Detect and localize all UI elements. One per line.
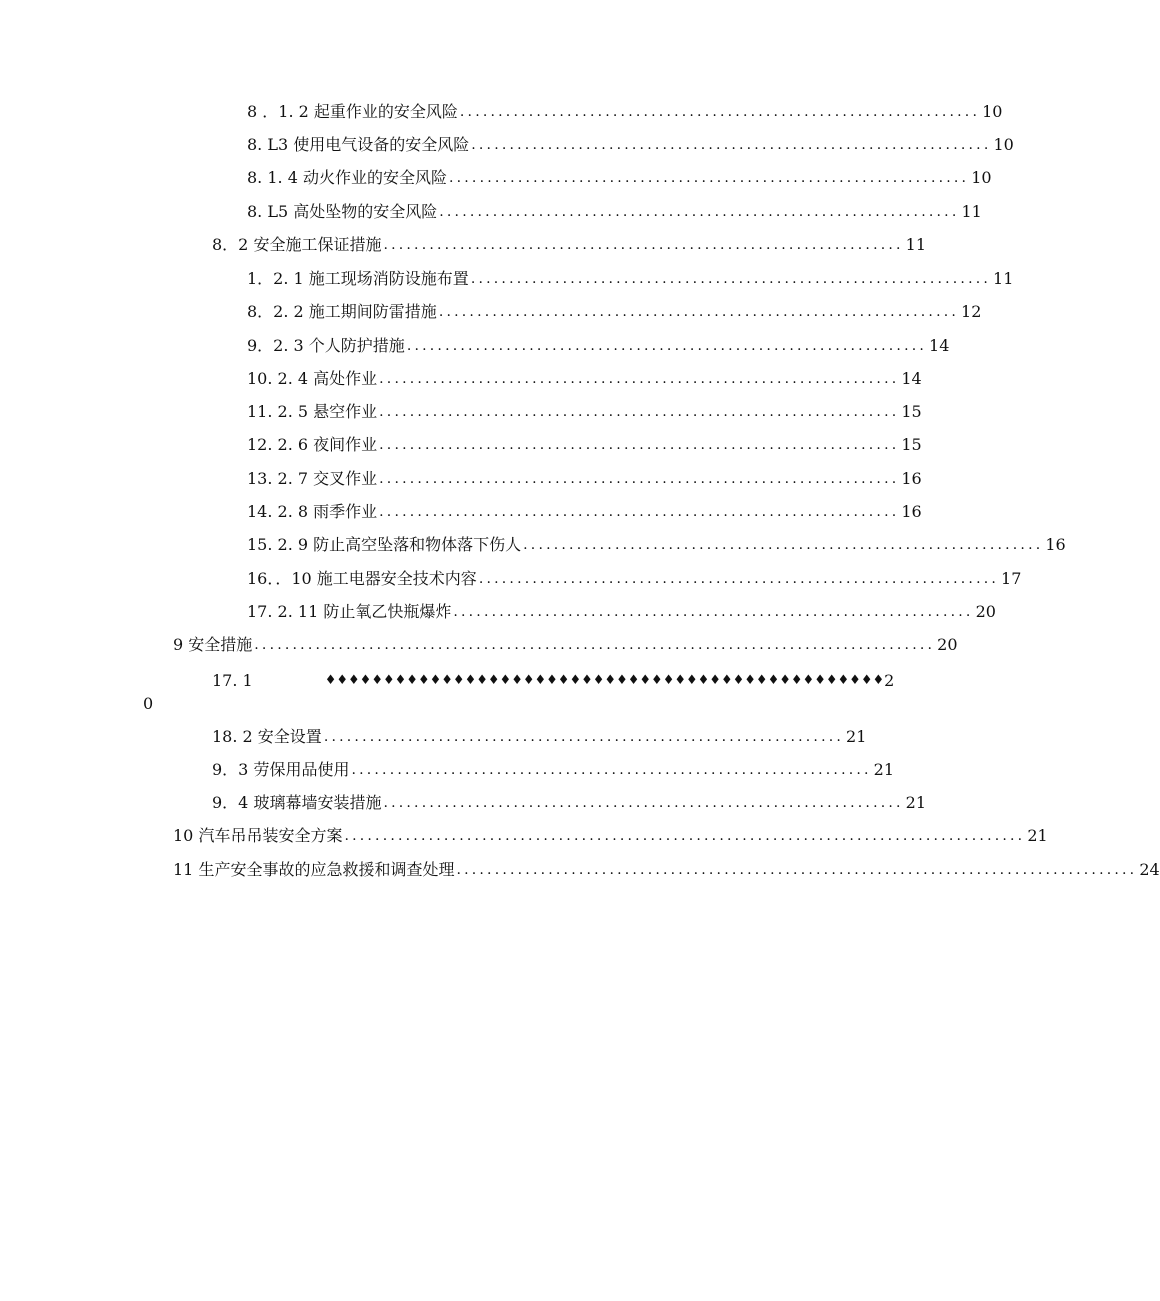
toc-entry-label: 8. L3 使用电气设备的安全风险 bbox=[247, 135, 470, 154]
toc-dot-leader: .................................................................... bbox=[438, 304, 960, 320]
toc-page-number: 15 bbox=[901, 402, 922, 421]
toc-dot-leader: ......................................................................................... bbox=[254, 637, 936, 653]
toc-entry[interactable] bbox=[247, 96, 1003, 122]
toc-page-number: 11 bbox=[993, 269, 1014, 288]
toc-entry-label: 9．4 玻璃幕墙安装措施 bbox=[212, 793, 382, 812]
toc-entry[interactable] bbox=[173, 629, 958, 655]
toc-diamond-leader: ♦♦♦♦♦♦♦♦♦♦♦♦♦♦♦♦♦♦♦♦♦♦♦♦♦♦♦♦♦♦♦♦♦♦♦♦♦♦♦♦♦♦♦♦♦♦♦♦ bbox=[324, 673, 885, 688]
toc-dot-leader: .................................................................... bbox=[383, 795, 904, 811]
toc-dot-leader: .................................................................... bbox=[351, 762, 872, 778]
toc-dot-leader: .................................................................... bbox=[470, 271, 992, 287]
toc-entry-label: 1．2. 1 施工现场消防设施布置 bbox=[247, 269, 469, 288]
toc-entry-label: 15. 2. 9 防止高空坠落和物体落下伤人 bbox=[247, 535, 522, 554]
toc-dot-leader: .................................................................... bbox=[379, 471, 900, 487]
toc-page-number: 21 bbox=[905, 793, 927, 812]
toc-entry[interactable] bbox=[247, 596, 996, 622]
toc-entry-label: 11 生产安全事故的应急救援和调查处理 bbox=[173, 860, 455, 879]
toc-entry-label: 16．．10 施工电器安全技术内容 bbox=[247, 569, 477, 588]
toc-dot-leader: .................................................................... bbox=[379, 437, 900, 453]
toc-page-number: 16 bbox=[1045, 535, 1066, 554]
toc-entry[interactable] bbox=[173, 820, 1048, 846]
toc-entry-label: 8. L5 高处坠物的安全风险 bbox=[247, 202, 438, 221]
toc-entry-label: 10 汽车吊吊装安全方案 bbox=[173, 826, 343, 845]
toc-entry-label: 9．2. 3 个人防护措施 bbox=[247, 336, 405, 355]
toc-page-number: 12 bbox=[961, 302, 982, 321]
toc-dot-leader: .................................................................... bbox=[383, 237, 904, 253]
toc-page-number: 20 bbox=[937, 635, 958, 654]
toc-entry-label: 8. 1. 4 动火作业的安全风险 bbox=[247, 168, 447, 187]
toc-entry-label: 17. 2. 11 防止氧乙快瓶爆炸 bbox=[247, 602, 452, 621]
toc-dot-leader: .................................................................... bbox=[406, 338, 928, 354]
toc-entry[interactable] bbox=[247, 363, 922, 389]
toc-entry[interactable] bbox=[247, 563, 1022, 589]
toc-page-number: 10 bbox=[993, 135, 1014, 154]
toc-entry-label: 8．2 安全施工保证措施 bbox=[212, 235, 382, 254]
toc-entry[interactable] bbox=[247, 463, 922, 489]
toc-entry[interactable] bbox=[247, 162, 992, 188]
toc-dot-leader: .................................................................... bbox=[459, 104, 981, 120]
toc-page-number: 16 bbox=[901, 469, 922, 488]
toc-entry-label: 8 ．1. 2 起重作业的安全风险 bbox=[247, 102, 458, 121]
toc-dot-leader: .................................................................... bbox=[453, 604, 974, 620]
toc-entry[interactable] bbox=[212, 754, 895, 780]
toc-entry[interactable] bbox=[212, 721, 867, 747]
toc-page-number: 11 bbox=[905, 235, 927, 254]
toc-entry[interactable] bbox=[247, 429, 922, 455]
toc-entry[interactable] bbox=[247, 396, 922, 422]
toc-entry-label: 10. 2. 4 高处作业 bbox=[247, 369, 378, 388]
toc-dot-leader: .................................................................... bbox=[379, 504, 900, 520]
toc-page-number: 17 bbox=[1001, 569, 1022, 588]
toc-entry[interactable] bbox=[247, 196, 982, 222]
toc-page-number: 15 bbox=[901, 435, 922, 454]
toc-page-number: 21 bbox=[846, 727, 867, 746]
toc-dot-leader: .................................................................... bbox=[379, 371, 900, 387]
toc-entry[interactable] bbox=[212, 787, 927, 813]
toc-entry[interactable] bbox=[247, 263, 1014, 289]
toc-page-number: 21 bbox=[873, 760, 895, 779]
toc-page-number: 14 bbox=[929, 336, 950, 355]
toc-dot-leader: .................................................................... bbox=[448, 170, 970, 186]
toc-entry[interactable] bbox=[212, 665, 895, 691]
toc-dot-leader: .................................................................... bbox=[439, 204, 960, 220]
toc-entry-label: 18. 2 安全设置 bbox=[212, 727, 322, 746]
toc-dot-leader: .................................................................... bbox=[523, 537, 1044, 553]
toc-dot-leader: .................................................................... bbox=[478, 571, 1000, 587]
toc-wrapped-page-digit: 0 bbox=[143, 694, 154, 713]
toc-entry-label: 13. 2. 7 交叉作业 bbox=[247, 469, 378, 488]
toc-entry-label: 9．3 劳保用品使用 bbox=[212, 760, 350, 779]
toc-entry-label: 12. 2. 6 夜间作业 bbox=[247, 435, 378, 454]
toc-page-number: 14 bbox=[901, 369, 922, 388]
toc-page-number: 11 bbox=[961, 202, 982, 221]
toc-entry-label: 17. 1 bbox=[212, 671, 253, 690]
toc-entry-label: 11. 2. 5 悬空作业 bbox=[247, 402, 378, 421]
toc-page-number: 2 bbox=[884, 671, 895, 690]
toc-dot-leader: ......................................................................................... bbox=[456, 862, 1138, 878]
toc-dot-leader: .................................................................... bbox=[379, 404, 900, 420]
toc-entry[interactable] bbox=[212, 229, 927, 255]
toc-entry[interactable] bbox=[173, 854, 1160, 880]
toc-entry[interactable] bbox=[247, 330, 950, 356]
toc-dot-leader: ......................................................................................... bbox=[344, 828, 1026, 844]
toc-dot-leader: .................................................................... bbox=[323, 729, 845, 745]
toc-entry[interactable] bbox=[247, 496, 922, 522]
toc-entry[interactable] bbox=[247, 296, 982, 322]
toc-page-number: 10 bbox=[982, 102, 1003, 121]
toc-dot-leader: .................................................................... bbox=[471, 137, 992, 153]
toc-entry-label: 9 安全措施 bbox=[173, 635, 253, 654]
toc-page-number: 21 bbox=[1027, 826, 1048, 845]
toc-entry[interactable] bbox=[247, 529, 1066, 555]
toc-page-number: 20 bbox=[975, 602, 996, 621]
toc-page-number: 24 bbox=[1139, 860, 1160, 879]
toc-entry-label: 8．2. 2 施工期间防雷措施 bbox=[247, 302, 437, 321]
toc-page-number: 16 bbox=[901, 502, 922, 521]
toc-entry-label: 14. 2. 8 雨季作业 bbox=[247, 502, 378, 521]
toc-entry[interactable] bbox=[247, 129, 1014, 155]
toc-page-number: 10 bbox=[971, 168, 992, 187]
